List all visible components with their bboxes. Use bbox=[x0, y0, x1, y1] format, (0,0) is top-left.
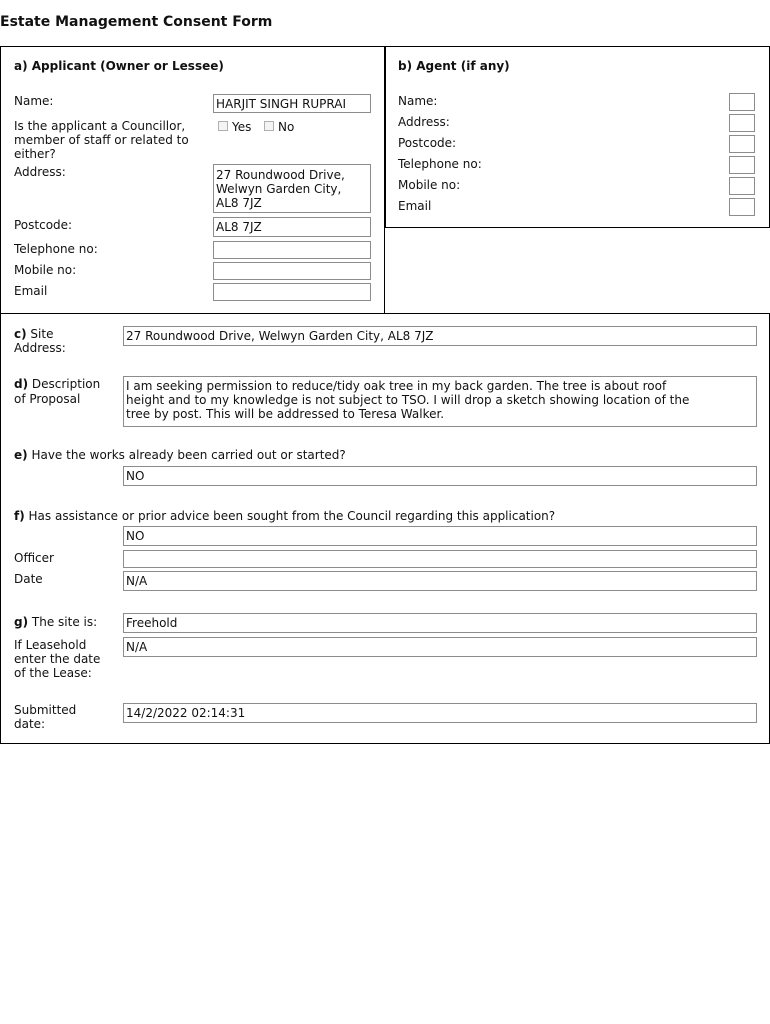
address-line-1: 27 Roundwood Drive, bbox=[216, 168, 345, 182]
agent-name-field[interactable] bbox=[729, 93, 755, 111]
councillor-question-line3: either? bbox=[14, 147, 56, 161]
agent-header: b) Agent (if any) bbox=[398, 59, 510, 73]
submitted-date-field[interactable]: 14/2/2022 02:14:31 bbox=[123, 703, 757, 723]
agent-email-label: Email bbox=[398, 199, 432, 213]
tenure-label-text: The site is: bbox=[28, 615, 98, 629]
councillor-question-line2: member of staff or related to bbox=[14, 133, 189, 147]
lease-date-field[interactable]: N/A bbox=[123, 637, 757, 657]
site-key: c) bbox=[14, 327, 27, 341]
agent-postcode-label: Postcode: bbox=[398, 136, 457, 150]
advice-date-label: Date bbox=[14, 572, 43, 586]
advice-date-field[interactable]: N/A bbox=[123, 571, 757, 591]
address-line-3: AL8 7JZ bbox=[216, 196, 262, 210]
applicant-mobile-field[interactable] bbox=[213, 262, 371, 280]
councillor-no-label: No bbox=[278, 120, 295, 134]
address-line-2: Welwyn Garden City, bbox=[216, 182, 342, 196]
works-field[interactable]: NO bbox=[123, 466, 757, 486]
agent-telephone-field[interactable] bbox=[729, 156, 755, 174]
applicant-mobile-label: Mobile no: bbox=[14, 263, 77, 277]
site-address-field[interactable]: 27 Roundwood Drive, Welwyn Garden City, AL8 7JZ bbox=[123, 326, 757, 346]
lease-label-line3: of the Lease: bbox=[14, 666, 92, 680]
tenure-field[interactable]: Freehold bbox=[123, 613, 757, 633]
councillor-yes-checkbox[interactable] bbox=[218, 121, 228, 131]
site-address-label-line2: Address: bbox=[14, 341, 66, 355]
proposal-label-text: Description bbox=[28, 377, 101, 391]
proposal-label-line2: of Proposal bbox=[14, 392, 81, 406]
applicant-telephone-label: Telephone no: bbox=[14, 242, 98, 256]
applicant-name-label: Name: bbox=[14, 94, 54, 108]
agent-postcode-field[interactable] bbox=[729, 135, 755, 153]
applicant-email-label: Email bbox=[14, 284, 48, 298]
lease-label-line2: enter the date bbox=[14, 652, 101, 666]
applicant-postcode-label: Postcode: bbox=[14, 218, 73, 232]
officer-label: Officer bbox=[14, 551, 54, 565]
applicant-name-field[interactable]: HARJIT SINGH RUPRAI bbox=[213, 94, 371, 113]
agent-mobile-label: Mobile no: bbox=[398, 178, 461, 192]
lease-label-line1: If Leasehold bbox=[14, 638, 87, 652]
agent-mobile-field[interactable] bbox=[729, 177, 755, 195]
advice-question bbox=[14, 509, 555, 523]
submitted-label-line2: date: bbox=[14, 717, 46, 731]
proposal-line-3: tree by post. This will be addressed to Teresa Walker. bbox=[126, 407, 445, 421]
officer-field[interactable] bbox=[123, 550, 757, 568]
agent-telephone-label: Telephone no: bbox=[398, 157, 482, 171]
site-address-label bbox=[14, 327, 53, 341]
proposal-line-1: I am seeking permission to reduce/tidy oak tree in my back garden. The tree is about roof bbox=[126, 379, 667, 393]
proposal-field[interactable] bbox=[123, 376, 757, 427]
works-question bbox=[14, 448, 346, 462]
form-title: Estate Management Consent Form bbox=[0, 14, 273, 30]
applicant-telephone-field[interactable] bbox=[213, 241, 371, 259]
advice-question-text: Has assistance or prior advice been sought from the Council regarding this application? bbox=[24, 509, 556, 523]
tenure-key: g) bbox=[14, 615, 29, 629]
works-key: e) bbox=[14, 448, 28, 462]
agent-address-label: Address: bbox=[398, 115, 450, 129]
applicant-address-field[interactable] bbox=[213, 164, 371, 213]
advice-field[interactable]: NO bbox=[123, 526, 757, 546]
advice-key: f) bbox=[14, 509, 25, 523]
agent-address-field[interactable] bbox=[729, 114, 755, 132]
applicant-header: a) Applicant (Owner or Lessee) bbox=[14, 59, 224, 73]
submitted-label-line1: Submitted bbox=[14, 703, 77, 717]
tenure-label bbox=[14, 615, 97, 629]
proposal-key: d) bbox=[14, 377, 29, 391]
applicant-address-label: Address: bbox=[14, 165, 66, 179]
proposal-line-2: height and to my knowledge is not subject to TSO. I will drop a sketch showing location of the bbox=[126, 393, 690, 407]
site-label-text: Site bbox=[26, 327, 54, 341]
applicant-email-field[interactable] bbox=[213, 283, 371, 301]
councillor-question-line1: Is the applicant a Councillor, bbox=[14, 119, 186, 133]
agent-email-field[interactable] bbox=[729, 198, 755, 216]
councillor-no-checkbox[interactable] bbox=[264, 121, 274, 131]
councillor-yes-label: Yes bbox=[232, 120, 252, 134]
proposal-label bbox=[14, 377, 100, 391]
works-question-text: Have the works already been carried out or started? bbox=[27, 448, 346, 462]
agent-name-label: Name: bbox=[398, 94, 438, 108]
applicant-postcode-field[interactable]: AL8 7JZ bbox=[213, 217, 371, 237]
